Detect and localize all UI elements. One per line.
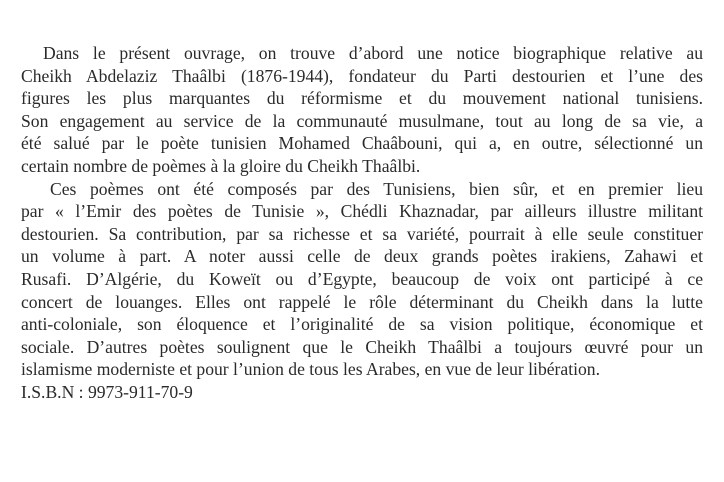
- text-line: Cheikh Abdelaziz Thaâlbi (1876-1944), fondateur du Parti destourien et l’une des: [21, 65, 703, 86]
- text-line: par « l’Emir des poètes de Tunisie », Chédli Khaznadar, par ailleurs illustre militant: [21, 201, 703, 222]
- text-line: concert de louanges. Elles ont rappelé le rôle déterminant du Cheikh dans la lutte: [21, 291, 703, 312]
- text-line: certain nombre de poèmes à la gloire du Cheikh Thaâlbi.: [21, 155, 421, 176]
- paragraph-1: [21, 42, 703, 178]
- text-line: sociale. D’autres poètes soulignent que le Cheikh Thaâlbi a toujours œuvré pour un: [21, 336, 703, 357]
- text-line: anti-coloniale, son éloquence et l’originalité de sa vision politique, économique et: [21, 314, 703, 335]
- isbn-number: I.S.B.N : 9973-911-70-9: [21, 381, 193, 402]
- text-line: été salué par le poète tunisien Mohamed Chaâbouni, qui a, en outre, sélectionné un: [21, 133, 703, 154]
- text-line: Ces poèmes ont été composés par des Tunisiens, bien sûr, et en premier lieu: [50, 178, 703, 199]
- text-line: Rusafi. D’Algérie, du Koweït ou d’Egypte, beaucoup de voix ont participé à ce: [21, 268, 703, 289]
- text-line: islamisme moderniste et pour l’union de tous les Arabes, en vue de leur libération.: [21, 359, 600, 380]
- text-line: Dans le présent ouvrage, on trouve d’abord une notice biographique relative au: [43, 43, 703, 63]
- text-line: Son engagement au service de la communauté musulmane, tout au long de sa vie, a: [21, 110, 703, 131]
- text-line: destourien. Sa contribution, par sa richesse et sa variété, pourrait à elle seule constituer: [21, 223, 703, 244]
- text-line: figures les plus marquantes du réformisme et du mouvement national tunisiens.: [21, 88, 703, 109]
- paragraph-2: [21, 178, 703, 381]
- body-text: [21, 42, 703, 404]
- text-line: un volume à part. A noter aussi celle de deux grands poètes irakiens, Zahawi et: [21, 246, 703, 267]
